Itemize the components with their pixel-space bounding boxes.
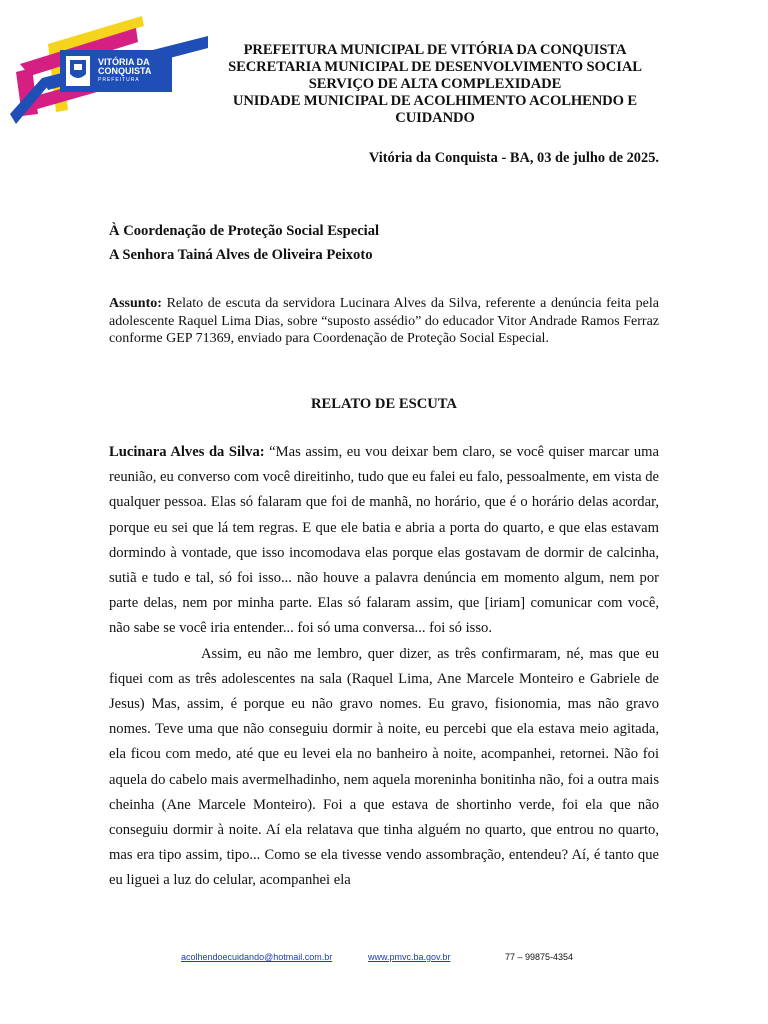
logo-line-1: VITÓRIA DA (98, 57, 150, 67)
paragraph-1-text: “Mas assim, eu vou deixar bem claro, se você quiser marcar uma reunião, eu converso com você direitinho, tudo que eu falei eu falo, pessoalmente, em vista de qualquer pessoa. Elas só falaram que foi de manhã, no horário, que é o horário delas acordar, porque eu sei que lá tem regras. E que ele batia e abria a porta do quarto, e que elas estavam dormindo à vontade, que isso incomodava elas porque elas gostavam de dormir de calcinha, sutiã e tudo e tal, só foi isso... não houve a palavra denúncia em momento algum, nem por parte delas, nem por minha parte. Elas só falaram assim, que [iriam] comunicar com você, não sabe se você iria entender... foi só uma conversa... foi só isso. (109, 444, 659, 637)
header-line-4: UNIDADE MUNICIPAL DE ACOLHIMENTO ACOLHENDO E (232, 93, 638, 109)
document-date: Vitória da Conquista - BA, 03 de julho de 2025. (368, 150, 659, 166)
footer-website-link[interactable]: www.pmvc.ba.gov.br (368, 952, 451, 962)
logo-line-2: CONQUISTA (98, 66, 152, 76)
addressee-line-1: À Coordenação de Proteção Social Especial (109, 223, 380, 239)
speaker-name: Lucinara Alves da Silva: (109, 444, 265, 460)
logo-wordmark (98, 58, 151, 85)
addressee-line-2: A Senhora Tainá Alves de Oliveira Peixoto (109, 247, 373, 263)
header-line-3: SERVIÇO DE ALTA COMPLEXIDADE (308, 76, 562, 92)
subject-text: Relato de escuta da servidora Lucinara Alves da Silva, referente a denúncia feita pela adolescente Raquel Lima Dias, sobre “suposto assédio” do educador Vitor Andrade Ramos Ferraz conforme GEP 71369, enviado para Coordenação de Proteção Social Especial. (109, 296, 659, 347)
prefeitura-logo (8, 14, 208, 132)
subject-label: Assunto: (109, 296, 162, 311)
footer-email-link[interactable]: acolhendoecuidando@hotmail.com.br (181, 952, 333, 962)
header-line-5: CUIDANDO (395, 110, 475, 126)
header-line-2: SECRETARIA MUNICIPAL DE DESENVOLVIMENTO SOCIAL (228, 59, 642, 75)
body-paragraph-1 (109, 440, 659, 642)
footer-phone: 77 – 99875-4354 (505, 952, 574, 962)
report-body (109, 440, 659, 894)
body-paragraph-2: Assim, eu não me lembro, quer dizer, as três confirmaram, né, mas que eu fiquei com as três adolescentes na sala (Raquel Lima, Ane Marcele Monteiro e Gabriele de Jesus) Mas, assim, é porque eu não gravo nomes. Eu gravo, fisionomia, mas não gravo nomes. Teve uma que não conseguiu dormir à noite, eu percebi que ela estava meio agitada, ela ficou com medo, até que eu levei ela no banheiro à noite, acompanhei, retornei. Não foi aquela do cabelo mais avermelhadinho, nem aquela moreninha bonitinha não, foi a outra mais cheinha (Ane Marcele Monteiro). Foi a que estava de shortinho verde, foi ela que não conseguiu dormir à noite. Aí ela relatava que tinha alguém no quarto, que entrou no quarto, mas era tipo assim, tipo... Como se ela tivesse vendo assombração, entendeu? Aí, é tanto que eu liguei a luz do celular, acompanhei ela (109, 645, 659, 889)
header-line-1: PREFEITURA MUNICIPAL DE VITÓRIA DA CONQUISTA (243, 42, 627, 58)
logo-line-3: PREFEITURA (98, 77, 140, 83)
subject-paragraph (109, 295, 659, 348)
document-header (190, 42, 680, 127)
section-title: RELATO DE ESCUTA (311, 396, 457, 412)
